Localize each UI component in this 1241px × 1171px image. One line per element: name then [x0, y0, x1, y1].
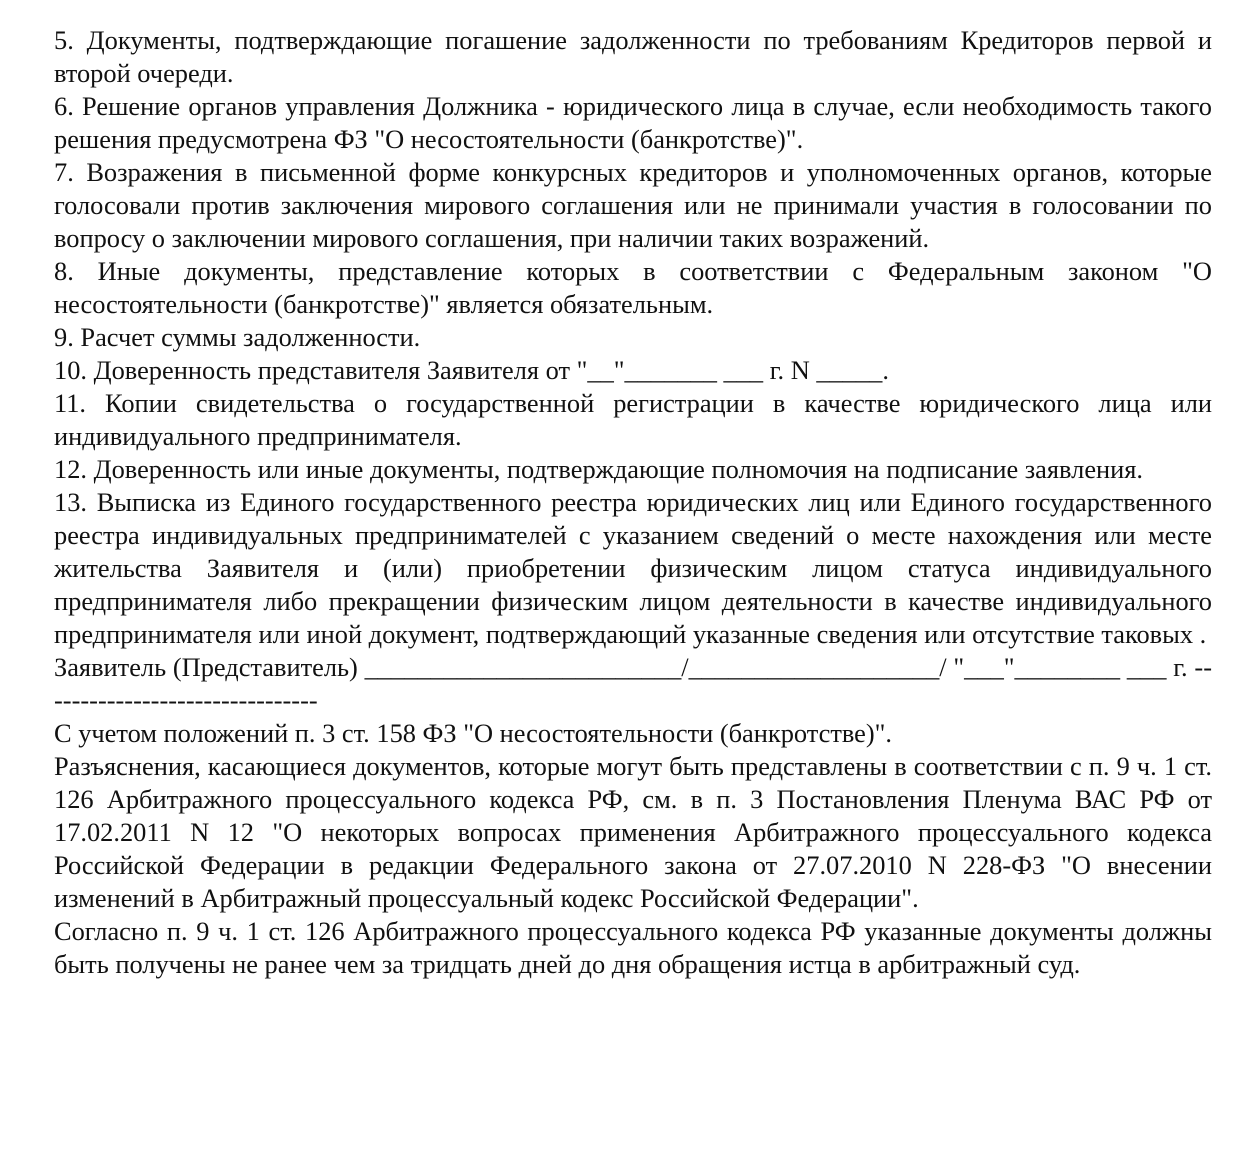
footnote-3: Согласно п. 9 ч. 1 ст. 126 Арбитражного процессуального кодекса РФ указанные документы должны быть получены не ранее чем за тридцать дней до дня обращения истца в арбитражный суд.	[54, 916, 1212, 979]
list-item-6: 6. Решение органов управления Должника - юридического лица в случае, если необходимость такого решения предусмотрена ФЗ "О несостоятельности (банкротстве)".	[54, 91, 1212, 154]
list-item-9: 9. Расчет суммы задолженности.	[54, 322, 421, 352]
list-item-13: 13. Выписка из Единого государственного реестра юридических лиц или Единого государственного реестра индивидуальных предпринимателей с указанием сведений о месте нахождения или месте жительства Заявителя и (или) приобретении физическим лицом статуса индивидуального предпринимателя либо прекращении физическим лицом деятельности в качестве индивидуального предпринимателя или иной документ, подтверждающий указанные сведения или отсутствие таковых .	[54, 487, 1212, 649]
list-item-5: 5. Документы, подтверждающие погашение задолженности по требованиям Кредиторов первой и второй очереди.	[54, 25, 1212, 88]
list-item-7: 7. Возражения в письменной форме конкурсных кредиторов и уполномоченных органов, которые голосовали против заключения мирового соглашения или не принимали участия в голосовании по вопросу о заключении мирового соглашения, при наличии таких возражений.	[54, 157, 1212, 253]
list-item-12: 12. Доверенность или иные документы, подтверждающие полномочия на подписание заявления.	[54, 454, 1144, 484]
document-page	[54, 24, 1212, 981]
signature-line: Заявитель (Представитель) ________________________/___________________/ "___"________ ___ г. --------------------------------	[54, 652, 1212, 715]
list-item-11: 11. Копии свидетельства о государственной регистрации в качестве юридического лица или индивидуального предпринимателя.	[54, 388, 1212, 451]
list-item-8: 8. Иные документы, представление которых в соответствии с Федеральным законом "О несостоятельности (банкротстве)" является обязательным.	[54, 256, 1212, 319]
list-item-10: 10. Доверенность представителя Заявителя от "__"_______ ___ г. N _____.	[54, 355, 889, 385]
footnote-1: С учетом положений п. 3 ст. 158 ФЗ "О несостоятельности (банкротстве)".	[54, 718, 893, 748]
footnote-2: Разъяснения, касающиеся документов, которые могут быть представлены в соответствии с п. 9 ч. 1 ст. 126 Арбитражного процессуального кодекса РФ, см. в п. 3 Постановления Пленума ВАС РФ от 17.02.2011 N 12 "О некоторых вопросах применения Арбитражного процессуального кодекса Российской Федерации в редакции Федерального закона от 27.07.2010 N 228-ФЗ "О внесении изменений в Арбитражный процессуальный кодекс Российской Федерации".	[54, 751, 1212, 913]
